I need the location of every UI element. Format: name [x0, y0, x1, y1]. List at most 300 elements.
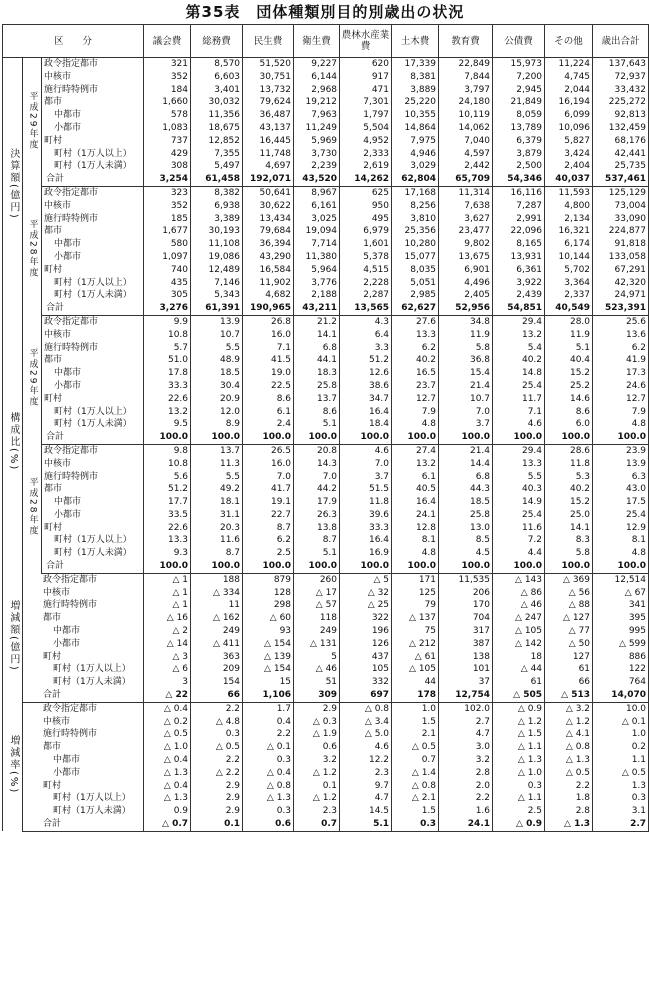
table-cell: 13.7: [294, 393, 340, 406]
table-cell: 21,849: [493, 96, 545, 109]
row-label: 都市: [43, 742, 62, 753]
table-row: [3, 329, 649, 342]
table-cell: 879: [243, 573, 294, 586]
era-label: [23, 315, 42, 444]
table-cell: 4,515: [340, 264, 392, 277]
row-label: 政令指定都市: [44, 316, 99, 327]
table-cell: 12.7: [593, 393, 649, 406]
table-row: [3, 573, 649, 586]
table-cell: 5,964: [294, 264, 340, 277]
table-row: [3, 354, 649, 367]
table-cell: 321: [144, 58, 191, 71]
row-label: 政令指定都市: [44, 59, 99, 69]
table-cell: 33.3: [144, 380, 191, 393]
table-cell: 8.7: [191, 547, 243, 560]
table-cell: 0.3: [593, 792, 649, 805]
table-cell: 2.9: [191, 792, 243, 805]
table-cell: 24,180: [439, 96, 493, 109]
table-cell: 43,137: [243, 122, 294, 135]
table-cell: 6.1: [243, 406, 294, 419]
table-cell: 16.0: [243, 329, 294, 342]
table-cell: 2,134: [545, 213, 593, 226]
table-cell: 6.1: [392, 471, 439, 484]
table-cell: 68,176: [593, 135, 649, 148]
table-cell: 13.8: [294, 522, 340, 535]
row-label: 中核市: [43, 587, 71, 598]
table-cell: 9,802: [439, 238, 493, 251]
table-cell: 523,391: [593, 302, 649, 315]
table-cell: 18: [493, 651, 545, 664]
table-cell: 43.0: [593, 483, 649, 496]
table-cell: 2.2: [545, 780, 593, 793]
table-cell: 6,979: [340, 225, 392, 238]
table-cell: 5.1: [294, 418, 340, 431]
row-label: 中核市: [44, 200, 72, 211]
table-cell: △ 57: [294, 599, 340, 612]
table-cell: 4.6: [340, 444, 392, 457]
table-cell: △ 1.1: [493, 741, 545, 754]
table-cell: 13.9: [593, 458, 649, 471]
table-cell: △ 1: [144, 587, 191, 600]
table-cell: △ 0.7: [144, 818, 191, 831]
table-row: [3, 380, 649, 393]
table-row: [3, 418, 649, 431]
row-label: 小都市: [53, 638, 81, 649]
table-cell: 6,099: [545, 109, 593, 122]
section-label-text: 決算額(億円): [7, 148, 19, 221]
table-cell: 3,401: [191, 84, 243, 97]
table-cell: △ 44: [493, 663, 545, 676]
table-cell: 15,973: [493, 58, 545, 71]
table-cell: 133,058: [593, 251, 649, 264]
table-cell: △ 56: [545, 587, 593, 600]
table-cell: △ 32: [340, 587, 392, 600]
table-cell: 125: [392, 587, 439, 600]
table-cell: 308: [144, 160, 191, 173]
table-row: [3, 84, 649, 97]
table-cell: 2,968: [294, 84, 340, 97]
table-cell: △ 0.5: [593, 767, 649, 780]
table-cell: △ 77: [545, 625, 593, 638]
table-cell: △ 3: [144, 651, 191, 664]
table-cell: 7.1: [243, 342, 294, 355]
table-cell: 10,280: [392, 238, 439, 251]
table-cell: 5,378: [340, 251, 392, 264]
table-cell: 19,086: [191, 251, 243, 264]
table-cell: 5.8: [545, 547, 593, 560]
table-cell: 4.8: [392, 418, 439, 431]
table-cell: 5.5: [493, 471, 545, 484]
table-cell: △ 0.4: [243, 767, 294, 780]
table-cell: 3,889: [392, 84, 439, 97]
table-cell: 2,287: [340, 289, 392, 302]
table-cell: 3: [144, 676, 191, 689]
table-cell: 0.3: [243, 754, 294, 767]
table-cell: 16,321: [545, 225, 593, 238]
table-cell: 2,500: [493, 160, 545, 173]
row-label: 町村（1万人以上）: [53, 793, 131, 804]
table-cell: 7,040: [439, 135, 493, 148]
table-cell: 20.8: [294, 444, 340, 457]
table-cell: 30,751: [243, 71, 294, 84]
table-cell: 25.4: [493, 509, 545, 522]
table-cell: 2,619: [340, 160, 392, 173]
table-cell: △ 1.9: [294, 728, 340, 741]
table-cell: △ 143: [493, 573, 545, 586]
table-cell: 737: [144, 135, 191, 148]
table-cell: 1,083: [144, 122, 191, 135]
table-cell: 100.0: [545, 431, 593, 444]
table-cell: 2.5: [243, 547, 294, 560]
table-cell: △ 0.1: [593, 716, 649, 729]
table-cell: 13.2: [144, 406, 191, 419]
table-cell: 14,070: [593, 689, 649, 702]
table-cell: 171: [392, 573, 439, 586]
section-label: [3, 315, 23, 573]
row-label: 町村: [43, 780, 62, 791]
table-cell: 91,818: [593, 238, 649, 251]
table-cell: △ 67: [593, 587, 649, 600]
era-label-text: 平成28年度: [27, 477, 38, 537]
table-cell: 5: [294, 651, 340, 664]
table-row: [3, 702, 649, 715]
table-cell: 12.7: [392, 393, 439, 406]
table-cell: 764: [593, 676, 649, 689]
table-cell: 126: [340, 638, 392, 651]
table-cell: 209: [191, 663, 243, 676]
table-cell: 102.0: [439, 702, 493, 715]
table-cell: 2.8: [439, 767, 493, 780]
table-cell: 2,442: [439, 160, 493, 173]
table-cell: 0.7: [392, 754, 439, 767]
table-cell: 67,291: [593, 264, 649, 277]
table-cell: 132,459: [593, 122, 649, 135]
row-label: 中都市: [53, 755, 81, 766]
table-cell: 127: [545, 651, 593, 664]
table-cell: 12,489: [191, 264, 243, 277]
table-cell: 8.5: [439, 534, 493, 547]
table-cell: 100.0: [144, 431, 191, 444]
table-cell: 6,174: [545, 238, 593, 251]
table-cell: △ 0.4: [144, 754, 191, 767]
table-cell: △ 127: [545, 612, 593, 625]
table-cell: 11.3: [191, 458, 243, 471]
table-cell: 7,714: [294, 238, 340, 251]
table-cell: 100.0: [340, 431, 392, 444]
table-cell: 12.2: [340, 754, 392, 767]
table-cell: 4.6: [340, 741, 392, 754]
table-cell: △ 25: [340, 599, 392, 612]
table-cell: △ 334: [191, 587, 243, 600]
table-cell: 0.9: [144, 805, 191, 818]
table-cell: △ 88: [545, 599, 593, 612]
table-cell: 190,965: [243, 302, 294, 315]
table-cell: 2.2: [243, 728, 294, 741]
table-cell: 26.3: [294, 509, 340, 522]
expenditure-table: [2, 24, 649, 832]
table-cell: 54,346: [493, 173, 545, 186]
row-label: 町村（1万人以上）: [54, 535, 132, 546]
table-cell: 13.3: [493, 458, 545, 471]
table-cell: 100.0: [439, 560, 493, 573]
table-cell: △ 2.1: [392, 792, 439, 805]
table-cell: 5,702: [545, 264, 593, 277]
table-cell: 61,458: [191, 173, 243, 186]
table-cell: 317: [439, 625, 493, 638]
table-cell: 19,094: [294, 225, 340, 238]
table-cell: 12.8: [392, 522, 439, 535]
table-cell: 16,116: [493, 186, 545, 199]
table-cell: 25,220: [392, 96, 439, 109]
row-label: 中核市: [44, 329, 72, 340]
table-cell: 1.1: [593, 754, 649, 767]
table-cell: 1.0: [392, 702, 439, 715]
table-cell: 14,262: [340, 173, 392, 186]
table-cell: 3,424: [545, 148, 593, 161]
table-cell: 48.9: [191, 354, 243, 367]
table-cell: 1.5: [392, 805, 439, 818]
table-cell: △ 411: [191, 638, 243, 651]
table-cell: 4.7: [439, 728, 493, 741]
table-cell: △ 0.1: [243, 741, 294, 754]
table-cell: 40.5: [392, 483, 439, 496]
table-cell: 100.0: [294, 431, 340, 444]
table-cell: 33.3: [340, 522, 392, 535]
table-cell: 13.9: [191, 315, 243, 328]
table-cell: 51,520: [243, 58, 294, 71]
table-cell: 7,301: [340, 96, 392, 109]
table-cell: 10.7: [439, 393, 493, 406]
table-cell: 14.5: [340, 805, 392, 818]
table-cell: 7.1: [493, 406, 545, 419]
table-cell: 2,188: [294, 289, 340, 302]
era-label: [23, 444, 42, 573]
row-label: 小都市: [54, 251, 82, 262]
table-cell: 578: [144, 109, 191, 122]
table-row: [3, 587, 649, 600]
table-cell: 323: [144, 186, 191, 199]
row-label: 町村（1万人未満）: [53, 806, 131, 817]
table-cell: △ 0.5: [191, 741, 243, 754]
table-cell: 2.9: [191, 780, 243, 793]
table-cell: 44.3: [439, 483, 493, 496]
table-cell: 9.8: [144, 444, 191, 457]
table-cell: 14,062: [439, 122, 493, 135]
table-cell: 14.1: [545, 522, 593, 535]
table-cell: 10,355: [392, 109, 439, 122]
table-cell: 950: [340, 200, 392, 213]
table-cell: 16,584: [243, 264, 294, 277]
table-cell: 11,314: [439, 186, 493, 199]
table-cell: 0.2: [593, 741, 649, 754]
table-cell: 3,276: [144, 302, 191, 315]
section-label-text: 構成比(%): [7, 412, 19, 472]
table-cell: △ 16: [144, 612, 191, 625]
table-cell: 3.2: [439, 754, 493, 767]
table-cell: △ 247: [493, 612, 545, 625]
table-row: [3, 71, 649, 84]
table-cell: 8,035: [392, 264, 439, 277]
table-cell: 3.7: [340, 471, 392, 484]
table-cell: 7,200: [493, 71, 545, 84]
table-cell: 2.1: [392, 728, 439, 741]
table-cell: 100.0: [144, 560, 191, 573]
table-cell: △ 1.2: [493, 716, 545, 729]
table-cell: 10,119: [439, 109, 493, 122]
row-label: 合計: [23, 689, 144, 702]
table-cell: △ 131: [294, 638, 340, 651]
table-cell: 3.2: [294, 754, 340, 767]
table-cell: 5,343: [191, 289, 243, 302]
table-cell: 26.5: [243, 444, 294, 457]
table-row: [3, 367, 649, 380]
section-label-text: 増減率(%): [7, 734, 19, 795]
table-cell: 11.7: [493, 393, 545, 406]
table-cell: △ 1.3: [545, 754, 593, 767]
table-cell: 24.6: [593, 380, 649, 393]
table-cell: 54,851: [493, 302, 545, 315]
table-cell: 192,071: [243, 173, 294, 186]
table-cell: 41.9: [593, 354, 649, 367]
table-cell: 51.2: [340, 354, 392, 367]
table-cell: 6,379: [493, 135, 545, 148]
era-label: [23, 58, 42, 187]
table-row: [3, 225, 649, 238]
table-cell: 17.7: [144, 496, 191, 509]
table-cell: 100.0: [593, 560, 649, 573]
table-cell: 995: [593, 625, 649, 638]
header-col: その他: [545, 25, 593, 58]
table-cell: △ 0.8: [545, 741, 593, 754]
table-cell: 2.7: [439, 716, 493, 729]
table-cell: 27.6: [392, 315, 439, 328]
table-cell: △ 1.3: [243, 792, 294, 805]
table-cell: 6.4: [340, 329, 392, 342]
table-cell: 3,029: [392, 160, 439, 173]
table-cell: 16.4: [340, 534, 392, 547]
table-cell: 12,754: [439, 689, 493, 702]
table-cell: 100.0: [439, 431, 493, 444]
table-cell: 917: [340, 71, 392, 84]
table-cell: 6.0: [545, 418, 593, 431]
table-cell: 188: [191, 573, 243, 586]
table-cell: △ 0.2: [144, 716, 191, 729]
table-cell: 6,161: [294, 200, 340, 213]
table-cell: 2,404: [545, 160, 593, 173]
era-label-text: 平成29年度: [27, 90, 38, 150]
table-row: [3, 109, 649, 122]
table-cell: 1.7: [243, 702, 294, 715]
table-cell: 1.0: [593, 728, 649, 741]
table-cell: △ 61: [392, 651, 439, 664]
table-cell: 2.8: [545, 805, 593, 818]
table-cell: 2.9: [294, 702, 340, 715]
table-cell: 225,272: [593, 96, 649, 109]
table-cell: 5.8: [439, 342, 493, 355]
table-cell: △ 1.3: [144, 792, 191, 805]
table-cell: 5.4: [493, 342, 545, 355]
table-cell: 11,249: [294, 122, 340, 135]
table-cell: 27.4: [392, 444, 439, 457]
table-row: [3, 599, 649, 612]
table-cell: 8.6: [243, 393, 294, 406]
table-cell: 30,032: [191, 96, 243, 109]
table-cell: 4,745: [545, 71, 593, 84]
table-cell: 23.7: [392, 380, 439, 393]
table-cell: 49.2: [191, 483, 243, 496]
table-cell: △ 2.2: [191, 767, 243, 780]
table-cell: 7,146: [191, 277, 243, 290]
table-cell: △ 0.5: [545, 767, 593, 780]
table-cell: 43,520: [294, 173, 340, 186]
table-cell: 66: [191, 689, 243, 702]
row-label: 都市: [44, 226, 63, 237]
row-label: 政令指定都市: [44, 187, 99, 198]
table-cell: 30.4: [191, 380, 243, 393]
table-cell: △ 369: [545, 573, 593, 586]
table-cell: △ 137: [392, 612, 439, 625]
table-cell: 3,797: [439, 84, 493, 97]
table-cell: 249: [191, 625, 243, 638]
table-cell: 66: [545, 676, 593, 689]
table-cell: 44.1: [294, 354, 340, 367]
table-cell: 12.6: [340, 367, 392, 380]
table-cell: 16,445: [243, 135, 294, 148]
table-cell: 19.1: [243, 496, 294, 509]
table-cell: 8.6: [545, 406, 593, 419]
table-cell: 40.4: [545, 354, 593, 367]
table-cell: 8,382: [191, 186, 243, 199]
table-cell: 65,709: [439, 173, 493, 186]
table-cell: 44.2: [294, 483, 340, 496]
table-cell: 3,389: [191, 213, 243, 226]
total-row: [3, 431, 649, 444]
table-cell: 22.5: [243, 380, 294, 393]
table-cell: 3.7: [439, 418, 493, 431]
table-cell: 11.9: [439, 329, 493, 342]
table-cell: 16.4: [392, 496, 439, 509]
table-cell: 16,194: [545, 96, 593, 109]
table-cell: 36.8: [439, 354, 493, 367]
table-row: [3, 625, 649, 638]
table-cell: △ 1.2: [294, 792, 340, 805]
section-label-text: 増減額(億円): [7, 599, 19, 672]
table-cell: 25.6: [593, 315, 649, 328]
table-cell: △ 5: [340, 573, 392, 586]
table-row: [3, 122, 649, 135]
table-cell: 11.6: [191, 534, 243, 547]
table-cell: 41.5: [243, 354, 294, 367]
header-row: [3, 25, 649, 58]
table-cell: 1.6: [439, 805, 493, 818]
table-cell: 6.8: [439, 471, 493, 484]
table-cell: 29.4: [493, 444, 545, 457]
table-cell: 4,800: [545, 200, 593, 213]
row-label: 町村（1万人以上）: [54, 277, 132, 288]
table-cell: 100.0: [545, 560, 593, 573]
table-cell: 128: [243, 587, 294, 600]
table-cell: 8,256: [392, 200, 439, 213]
table-cell: 19.0: [243, 367, 294, 380]
table-cell: 13.2: [392, 458, 439, 471]
table-cell: 62,804: [392, 173, 439, 186]
table-cell: 12.0: [191, 406, 243, 419]
table-cell: 16.5: [392, 367, 439, 380]
table-cell: 100.0: [493, 431, 545, 444]
table-cell: 28.0: [545, 315, 593, 328]
table-cell: 40.2: [493, 354, 545, 367]
table-cell: 2.3: [294, 805, 340, 818]
